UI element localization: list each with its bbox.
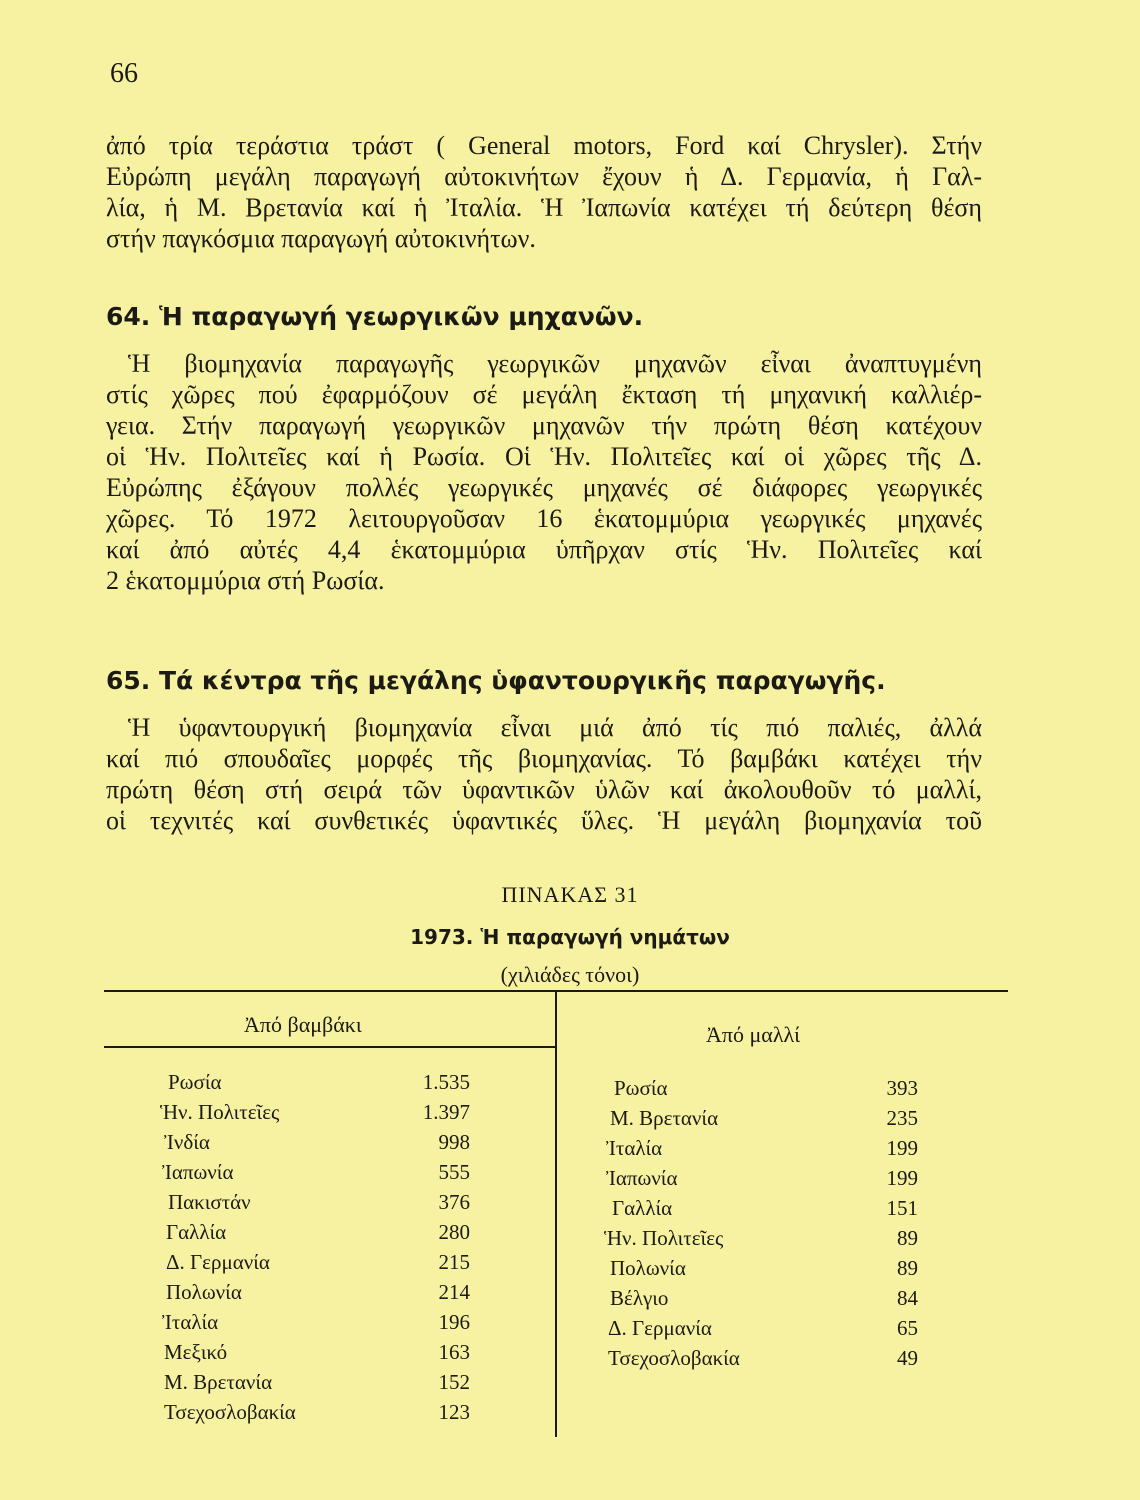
section-64-heading: 64. Ἡ παραγωγή γεωργικῶν μηχανῶν. — [106, 302, 644, 331]
value-cell: 151 — [886, 1196, 918, 1220]
country-cell: Πακιστάν — [168, 1190, 251, 1214]
country-cell: Ἡν. Πολιτεῖες — [604, 1226, 724, 1250]
country-cell: Ρωσία — [614, 1076, 668, 1100]
country-cell: Πολωνία — [166, 1280, 242, 1304]
value-cell: 393 — [886, 1076, 918, 1100]
country-cell: Πολωνία — [610, 1256, 686, 1280]
text-line: Ἡ ὑφαντουργική βιομηχανία εἶναι μιά ἀπό τίς πιό παλιές, ἀλλά — [128, 713, 982, 742]
country-cell: Γαλλία — [612, 1196, 673, 1220]
text-line: ἀπό τρία τεράστια τράστ ( General motors, Ford καί Chrysler). Στήν — [106, 131, 982, 160]
value-cell: 376 — [438, 1190, 470, 1214]
country-cell: Βέλγιο — [610, 1286, 669, 1310]
value-cell: 998 — [438, 1130, 470, 1154]
text-line: στήν παγκόσμια παραγωγή αὐτοκινήτων. — [106, 224, 536, 253]
cotton-column-header: Ἀπό βαμβάκι — [244, 1012, 362, 1037]
country-cell: Γαλλία — [166, 1220, 227, 1244]
text-line: οἱ Ἡν. Πολιτεῖες καί ἡ Ρωσία. Οἱ Ἡν. Πολιτεῖες καί οἱ χῶρες τῆς Δ. — [106, 442, 982, 471]
text-line: στίς χῶρες πού ἐφαρμόζουν σέ μεγάλη ἔκταση τή μηχανική καλλιέρ- — [106, 380, 982, 409]
text-line: καί πιό σπουδαῖες μορφές τῆς βιομηχανίας. Τό βαμβάκι κατέχει τήν — [106, 744, 982, 773]
country-cell: Μ. Βρετανία — [164, 1370, 273, 1394]
value-cell: 65 — [897, 1316, 918, 1340]
value-cell: 199 — [886, 1136, 918, 1160]
text-line: Ἡ βιομηχανία παραγωγῆς γεωργικῶν μηχανῶν εἶναι ἀναπτυγμένη — [128, 349, 982, 378]
value-cell: 280 — [438, 1220, 470, 1244]
section-65-paragraph — [106, 712, 982, 836]
country-cell: Ἡν. Πολιτεῖες — [160, 1100, 280, 1124]
value-cell: 89 — [897, 1226, 918, 1250]
text-line: λία, ἡ Μ. Βρετανία καί ἡ Ἰταλία. Ἡ Ἰαπωνία κατέχει τή δεύτερη θέση — [106, 193, 982, 222]
value-cell: 152 — [438, 1370, 470, 1394]
text-line: καί ἀπό αὐτές 4,4 ἑκατομμύρια ὑπῆρχαν στίς Ἡν. Πολιτεῖες καί — [106, 535, 982, 564]
table-column-divider — [555, 992, 557, 1437]
table-header-rule — [104, 1046, 556, 1048]
text-line: 2 ἑκατομμύρια στή Ρωσία. — [106, 566, 385, 595]
value-cell: 196 — [438, 1310, 470, 1334]
text-line: πρώτη θέση στή σειρά τῶν ὑφαντικῶν ὑλῶν καί ἀκολουθοῦν τό μαλλί, — [106, 775, 982, 804]
value-cell: 214 — [438, 1280, 470, 1304]
text-line: Εὐρώπης ἐξάγουν πολλές γεωργικές μηχανές σέ διάφορες γεωργικές — [106, 473, 982, 502]
value-cell: 163 — [438, 1340, 470, 1364]
value-cell: 84 — [897, 1286, 918, 1310]
table-label: ΠΙΝΑΚΑΣ 31 — [501, 882, 639, 907]
value-cell: 1.397 — [422, 1100, 470, 1124]
value-cell: 89 — [897, 1256, 918, 1280]
value-cell: 215 — [438, 1250, 470, 1274]
country-cell: Ἰαπωνία — [606, 1166, 678, 1190]
value-cell: 1.535 — [422, 1070, 470, 1094]
text-line: Εὐρώπη μεγάλη παραγωγή αὐτοκινήτων ἔχουν ἡ Δ. Γερμανία, ἡ Γαλ- — [106, 162, 982, 191]
text-line: γεια. Στήν παραγωγή γεωργικῶν μηχανῶν τήν πρώτη θέση κατέχουν — [106, 411, 982, 440]
value-cell: 123 — [438, 1400, 470, 1424]
country-cell: Ἰαπωνία — [162, 1160, 234, 1184]
text-line: οἱ τεχνιτές καί συνθετικές ὑφαντικές ὕλες. Ἡ μεγάλη βιομηχανία τοῦ — [106, 806, 982, 835]
country-cell: Μεξικό — [164, 1340, 228, 1364]
table-title: 1973. Ἡ παραγωγή νημάτων — [410, 925, 730, 949]
table-unit: (χιλιάδες τόνοι) — [500, 962, 640, 987]
country-cell: Ἰνδία — [164, 1130, 210, 1154]
value-cell: 49 — [897, 1346, 918, 1370]
country-cell: Ρωσία — [168, 1070, 222, 1094]
country-cell: Δ. Γερμανία — [166, 1250, 270, 1274]
value-cell: 199 — [886, 1166, 918, 1190]
page-number: 66 — [110, 58, 138, 89]
value-cell: 555 — [438, 1160, 470, 1184]
wool-column-header: Ἀπό μαλλί — [706, 1022, 801, 1047]
section-64-paragraph — [106, 348, 982, 596]
country-cell: Μ. Βρετανία — [610, 1106, 719, 1130]
country-cell: Ἰταλία — [606, 1136, 663, 1160]
text-line: χῶρες. Τό 1972 λειτουργοῦσαν 16 ἑκατομμύρια γεωργικές μηχανές — [106, 504, 982, 533]
country-cell: Ἰταλία — [162, 1310, 219, 1334]
country-cell: Δ. Γερμανία — [608, 1316, 712, 1340]
section-65-heading: 65. Τά κέντρα τῆς μεγάλης ὑφαντουργικῆς παραγωγῆς. — [106, 666, 886, 695]
intro-paragraph — [106, 130, 982, 254]
country-cell: Τσεχοσλοβακία — [608, 1346, 740, 1370]
value-cell: 235 — [886, 1106, 918, 1130]
country-cell: Τσεχοσλοβακία — [164, 1400, 296, 1424]
